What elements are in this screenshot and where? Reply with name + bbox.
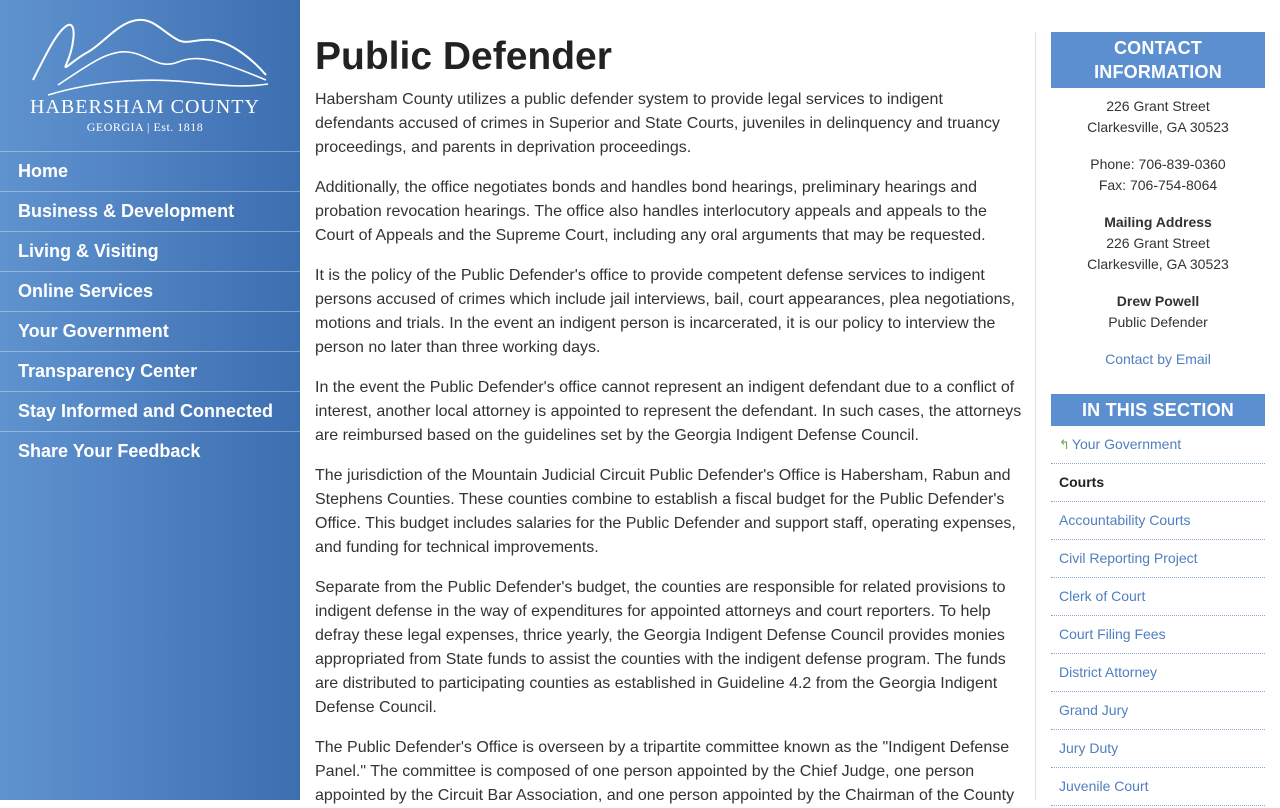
phone-number: Phone: 706-839-0360 xyxy=(1090,156,1226,172)
section-item-grand-jury[interactable]: Grand Jury xyxy=(1051,692,1265,730)
person-name: Drew Powell xyxy=(1116,293,1200,309)
section-item-civil-reporting[interactable]: Civil Reporting Project xyxy=(1051,540,1265,578)
section-parent-label: Your Government xyxy=(1071,436,1182,452)
back-arrow-icon: ↰ xyxy=(1059,437,1070,452)
section-parent-link[interactable] xyxy=(1051,426,1265,464)
main-nav xyxy=(0,151,300,471)
address-line: 226 Grant Street xyxy=(1106,98,1210,114)
in-this-section xyxy=(1051,394,1265,806)
paragraph: Separate from the Public Defender's budget, the counties are responsible for related provisions to indigent defense in the way of expenditures for appointed attorneys and court reporters. To help defray these legal expenses, thrice yearly, the Georgia Indigent Defense Council provides monies appropriated from State funds to assist the counties with the indigent defense program. The funds are distributed to participating counties as established in Guideline 4.2 from the Georgia Indigent Defense Council. xyxy=(315,579,1006,716)
paragraph: The Public Defender's Office is overseen by a tripartite committee known as the "Indigent Defense Panel." The committee is composed of one person appointed by the Chief Judge, one person appointed by the Circuit Bar Association, and one person appointed by the Chairman of the County xyxy=(315,739,1015,804)
main-content xyxy=(315,0,1025,804)
logo-name: HABERSHAM COUNTY xyxy=(30,96,260,118)
fax-number: Fax: 706-754-8064 xyxy=(1098,177,1218,193)
contact-email-link[interactable]: Contact by Email xyxy=(1105,351,1211,367)
section-item-juvenile-court[interactable]: Juvenile Court xyxy=(1051,768,1265,806)
contact-header: CONTACT INFORMATION xyxy=(1051,32,1265,88)
section-item-district-attorney[interactable]: District Attorney xyxy=(1051,654,1265,692)
section-list xyxy=(1051,426,1265,806)
section-item-courts[interactable]: Courts xyxy=(1051,464,1265,502)
mountains-logo-icon xyxy=(28,10,273,100)
nav-item-share-feedback[interactable]: Share Your Feedback xyxy=(0,431,300,471)
right-sidebar xyxy=(1051,32,1265,806)
sidebar xyxy=(0,0,300,800)
nav-item-your-government[interactable]: Your Government xyxy=(0,311,300,351)
paragraph: Additionally, the office negotiates bonds and handles bond hearings, preliminary hearings and probation revocation hearings. The office also handles interlocutory appeals and appeals to the Court of Appeals and the Supreme Court, including any oral arguments that may be requested. xyxy=(315,179,987,244)
mailing-line: Clarkesville, GA 30523 xyxy=(1087,256,1229,272)
paragraph: Habersham County utilizes a public defender system to provide legal services to indigent defendants accused of crimes in Superior and State Courts, juveniles in delinquency and truancy proceedings, and parents in deprivation proceedings. xyxy=(315,91,1000,156)
section-item-clerk-of-court[interactable]: Clerk of Court xyxy=(1051,578,1265,616)
section-header: IN THIS SECTION xyxy=(1051,394,1265,426)
nav-item-living-visiting[interactable]: Living & Visiting xyxy=(0,231,300,271)
section-item-court-filing-fees[interactable]: Court Filing Fees xyxy=(1051,616,1265,654)
contact-info xyxy=(1051,88,1265,370)
nav-item-transparency-center[interactable]: Transparency Center xyxy=(0,351,300,391)
section-item-accountability-courts[interactable]: Accountability Courts xyxy=(1051,502,1265,540)
nav-item-online-services[interactable]: Online Services xyxy=(0,271,300,311)
logo-subtitle: GEORGIA | Est. 1818 xyxy=(86,120,204,134)
mailing-address-title: Mailing Address xyxy=(1104,214,1212,230)
county-logo[interactable] xyxy=(0,0,300,150)
nav-item-stay-informed[interactable]: Stay Informed and Connected xyxy=(0,391,300,431)
column-divider xyxy=(1035,32,1036,800)
paragraph: The jurisdiction of the Mountain Judicial Circuit Public Defender's Office is Habersham, Rabun and Stephens Counties. These counties combine to establish a fiscal budget for the Public Defender's Office. This budget includes salaries for the Public Defender and support staff, operating expenses, and funding for technical improvements. xyxy=(315,467,1016,556)
address-line: Clarkesville, GA 30523 xyxy=(1087,119,1229,135)
paragraph: In the event the Public Defender's office cannot represent an indigent defendant due to a conflict of interest, another local attorney is appointed to represent the defendant. In such cases, the attorneys are reimbursed based on the guidelines set by the Georgia Indigent Defense Council. xyxy=(315,379,1022,444)
mailing-line: 226 Grant Street xyxy=(1106,235,1210,251)
page-title: Public Defender xyxy=(315,35,612,78)
section-item-jury-duty[interactable]: Jury Duty xyxy=(1051,730,1265,768)
person-title: Public Defender xyxy=(1108,314,1208,330)
nav-item-home[interactable]: Home xyxy=(0,151,300,191)
paragraph: It is the policy of the Public Defender's office to provide competent defense services to indigent persons accused of crimes which include jail interviews, bail, court appearances, plea negotiations, motions and trials. In the event an indigent person is incarcerated, it is our policy to interview the person no later than three working days. xyxy=(315,267,1015,356)
nav-item-business-development[interactable]: Business & Development xyxy=(0,191,300,231)
